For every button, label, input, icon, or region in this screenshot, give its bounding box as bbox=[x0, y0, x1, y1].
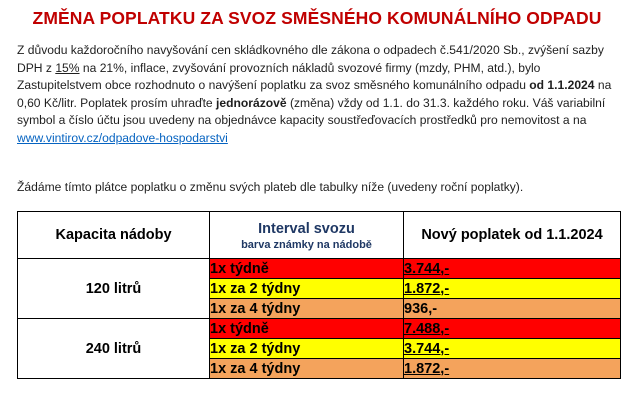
notice-paragraph bbox=[17, 42, 621, 148]
interval-cell: 1x za 2 týdny bbox=[210, 339, 404, 359]
paragraph-text-3: na 0,60 Kč/litr. Poplatek prosím uhraďte bbox=[17, 78, 612, 110]
header-interval-subtitle: barva známky na nádobě bbox=[241, 239, 372, 251]
capacity-cell: 120 litrů bbox=[18, 259, 210, 319]
header-fee: Nový poplatek od 1.1.2024 bbox=[404, 212, 621, 259]
paragraph-text-4: (změna) vždy od 1.1. do 31.3. každého roku. Váš variabilní symbol a číslo účtu jsou uvedeny na objednávce kapacity soustřeďovacích prostředků pro nemovitost a na bbox=[17, 95, 606, 128]
interval-cell: 1x za 4 týdny bbox=[210, 299, 404, 319]
effective-date: od 1.1.2024 bbox=[529, 78, 595, 93]
fee-cell: 3.744,- bbox=[404, 339, 621, 359]
table-row bbox=[18, 319, 621, 339]
page-title: ZMĚNA POPLATKU ZA SVOZ SMĚSNÉHO KOMUNÁLNÍHO ODPADU bbox=[32, 8, 602, 28]
one-time-payment: jednorázově bbox=[216, 95, 287, 110]
paragraph-text-2: na 21%, inflace, zvyšování provozních nákladů svozové firmy (mzdy, PHM, atd.), bylo Zastupitelstvem obce rozhodnuto o navýšení poplatku za svoz směsného komunálního odpadu bbox=[17, 60, 541, 93]
fee-cell: 7.488,- bbox=[404, 319, 621, 339]
table-row bbox=[18, 259, 621, 279]
fee-cell: 3.744,- bbox=[404, 259, 621, 279]
waste-management-link[interactable]: www.vintirov.cz/odpadove-hospodarstvi bbox=[17, 130, 228, 145]
fee-cell: 1.872,- bbox=[404, 359, 621, 379]
interval-cell: 1x týdně bbox=[210, 259, 404, 279]
fee-cell: 936,- bbox=[404, 299, 621, 319]
interval-cell: 1x týdně bbox=[210, 319, 404, 339]
header-capacity: Kapacita nádoby bbox=[18, 212, 210, 259]
fee-cell: 1.872,- bbox=[404, 279, 621, 299]
fee-table bbox=[17, 211, 621, 379]
intro-text: Žádáme tímto plátce poplatku o změnu svých plateb dle tabulky níže (uvedeny roční poplatky). bbox=[17, 180, 524, 194]
interval-cell: 1x za 2 týdny bbox=[210, 279, 404, 299]
vat-old-rate: 15% bbox=[55, 60, 80, 75]
paragraph-text-1: Z důvodu každoročního navyšování cen skládkovného dle zákona o odpadech č.541/2020 Sb., zvýšení sazby DPH z bbox=[17, 43, 604, 75]
header-interval bbox=[210, 212, 404, 259]
header-interval-title: Interval svozu bbox=[258, 221, 355, 237]
capacity-cell: 240 litrů bbox=[18, 319, 210, 379]
interval-cell: 1x za 4 týdny bbox=[210, 359, 404, 379]
table-header-row bbox=[18, 212, 621, 259]
